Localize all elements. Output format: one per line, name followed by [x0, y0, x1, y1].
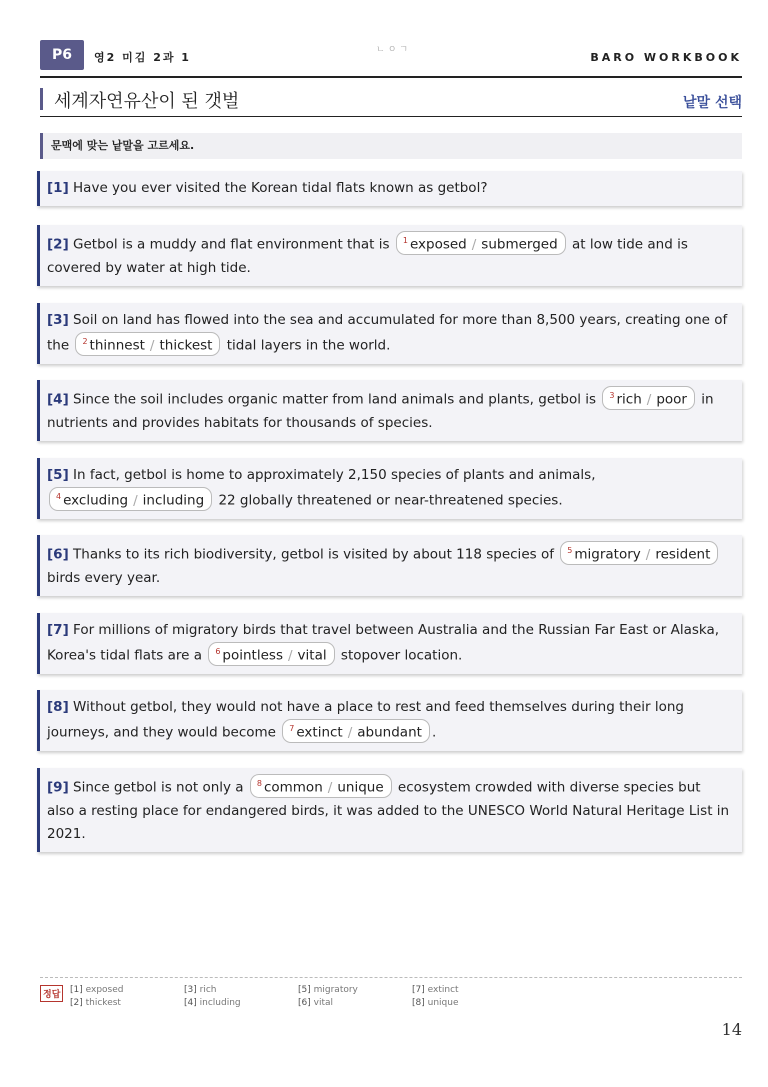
- question-text-before: Without getbol, they would not have a place to rest and feed themselves during their long journeys, and they would become: [47, 699, 684, 741]
- question-number: [4]: [47, 391, 69, 408]
- answer-item: [3] rich: [184, 985, 217, 995]
- page-header: [40, 40, 742, 78]
- blank-number: 8: [256, 779, 262, 788]
- option-2[interactable]: resident: [655, 546, 711, 563]
- answer-item: [4] including: [184, 998, 241, 1008]
- answer-key: [40, 977, 742, 1018]
- question-number: [8]: [47, 699, 69, 715]
- option-1[interactable]: common: [263, 779, 323, 796]
- question-number: [7]: [47, 622, 69, 638]
- instruction-bar: 문맥에 맞는 낱말을 고르세요.: [40, 133, 742, 159]
- blank-number: 3: [609, 391, 615, 400]
- question-text-after: stopover location.: [340, 647, 463, 664]
- option-1[interactable]: pointless: [222, 647, 283, 664]
- workbook-label: BARO WORKBOOK: [590, 51, 742, 64]
- question-number: [9]: [47, 779, 69, 796]
- answer-item: [1] exposed: [70, 985, 124, 995]
- question-8: [37, 690, 742, 751]
- question-3: [37, 303, 742, 364]
- option-2[interactable]: thickest: [159, 337, 213, 354]
- question-text-before: Getbol is a muddy and flat environment that is: [73, 236, 390, 253]
- question-4: [37, 380, 742, 441]
- option-1[interactable]: excluding: [63, 492, 129, 509]
- word-choice[interactable]: $^2$ thinnest / thickest: [75, 332, 220, 356]
- question-text-after: at low tide and is covered by water at high tide.: [47, 236, 688, 276]
- answer-label: 정답: [40, 985, 63, 1002]
- blank-number: 5: [567, 546, 573, 555]
- question-text-before: In fact, getbol is home to approximately 2,150 species of plants and animals,: [73, 467, 596, 483]
- answer-item: [6] vital: [298, 998, 333, 1008]
- option-2[interactable]: vital: [297, 647, 327, 664]
- option-1[interactable]: extinct: [296, 724, 343, 741]
- blank-number: 1: [402, 236, 408, 245]
- question-text-after: birds every year.: [47, 569, 161, 586]
- question-text-before: Soil on land has flowed into the sea and accumulated for more than 8,500 years, creating one of the: [47, 312, 728, 354]
- option-1[interactable]: thinnest: [89, 337, 145, 354]
- blank-number: 2: [82, 337, 88, 346]
- word-choice[interactable]: $^5$ migratory / resident: [560, 541, 718, 565]
- question-text-after: .: [431, 724, 437, 741]
- question-number: [1]: [47, 180, 69, 196]
- answer-item: [5] migratory: [298, 985, 358, 995]
- question-1: [37, 171, 742, 206]
- word-choice[interactable]: $^1$ exposed / submerged: [396, 231, 566, 255]
- question-text-before: Since getbol is not only a: [73, 779, 244, 796]
- word-choice[interactable]: $^7$ extinct / abundant: [282, 719, 430, 743]
- answer-column: [298, 984, 358, 1010]
- question-number: [6]: [47, 546, 69, 563]
- option-2[interactable]: submerged: [481, 236, 558, 253]
- option-2[interactable]: poor: [656, 391, 687, 408]
- course-label: 영2 미김 2과 1: [94, 51, 191, 64]
- page-title: 세계자연유산이 된 갯벌: [54, 91, 240, 112]
- question-text-after: 22 globally threatened or near-threatened species.: [218, 492, 563, 509]
- question-number: [5]: [47, 467, 69, 483]
- question-5: [37, 458, 742, 519]
- question-number: [3]: [47, 312, 69, 328]
- question-2: [37, 225, 742, 286]
- question-number: [2]: [47, 236, 69, 253]
- word-choice[interactable]: $^8$ common / unique: [250, 774, 392, 798]
- question-text: Have you ever visited the Korean tidal flats known as getbol?: [73, 180, 488, 196]
- page-number: 14: [721, 1020, 742, 1039]
- question-7: [37, 613, 742, 674]
- blank-number: 7: [289, 724, 295, 733]
- question-text-after: in nutrients and provides habitats for thousands of species.: [47, 391, 714, 431]
- question-6: [37, 535, 742, 596]
- answer-column: [184, 984, 241, 1010]
- scribble-text: ㄴㅇㄱ: [376, 45, 412, 55]
- option-2[interactable]: unique: [337, 779, 384, 796]
- title-row: [40, 86, 742, 117]
- option-1[interactable]: migratory: [574, 546, 641, 563]
- question-text-before: For millions of migratory birds that travel between Australia and the Russian Far East or Alaska, Korea's tidal flats are a: [47, 622, 720, 664]
- question-text-before: Since the soil includes organic matter from land animals and plants, getbol is: [73, 391, 597, 408]
- answer-item: [8] unique: [412, 998, 459, 1008]
- question-9: [37, 768, 742, 852]
- word-choice[interactable]: $^3$ rich / poor: [602, 386, 695, 410]
- option-1[interactable]: rich: [616, 391, 642, 408]
- option-2[interactable]: including: [142, 492, 205, 509]
- question-text-after: tidal layers in the world.: [226, 337, 391, 354]
- word-choice[interactable]: $^4$ excluding / including: [49, 487, 212, 511]
- section-tag: 낱말 선택: [683, 95, 742, 111]
- option-1[interactable]: exposed: [409, 236, 467, 253]
- answer-column: [412, 984, 459, 1010]
- word-choice[interactable]: $^6$ pointless / vital: [208, 642, 334, 666]
- title-accent-bar: [40, 88, 43, 110]
- page-badge: P6: [40, 40, 84, 70]
- blank-number: 4: [56, 492, 62, 501]
- answer-column: [70, 984, 124, 1010]
- blank-number: 6: [215, 647, 221, 656]
- question-text-before: Thanks to its rich biodiversity, getbol is visited by about 118 species of: [73, 546, 554, 563]
- option-2[interactable]: abundant: [357, 724, 422, 741]
- answer-item: [2] thickest: [70, 998, 121, 1008]
- answer-item: [7] extinct: [412, 985, 459, 995]
- question-text-after: ecosystem crowded with diverse species but also a resting place for endangered birds, it was added to the UNESCO World Natural Heritage List in 2021.: [47, 779, 730, 842]
